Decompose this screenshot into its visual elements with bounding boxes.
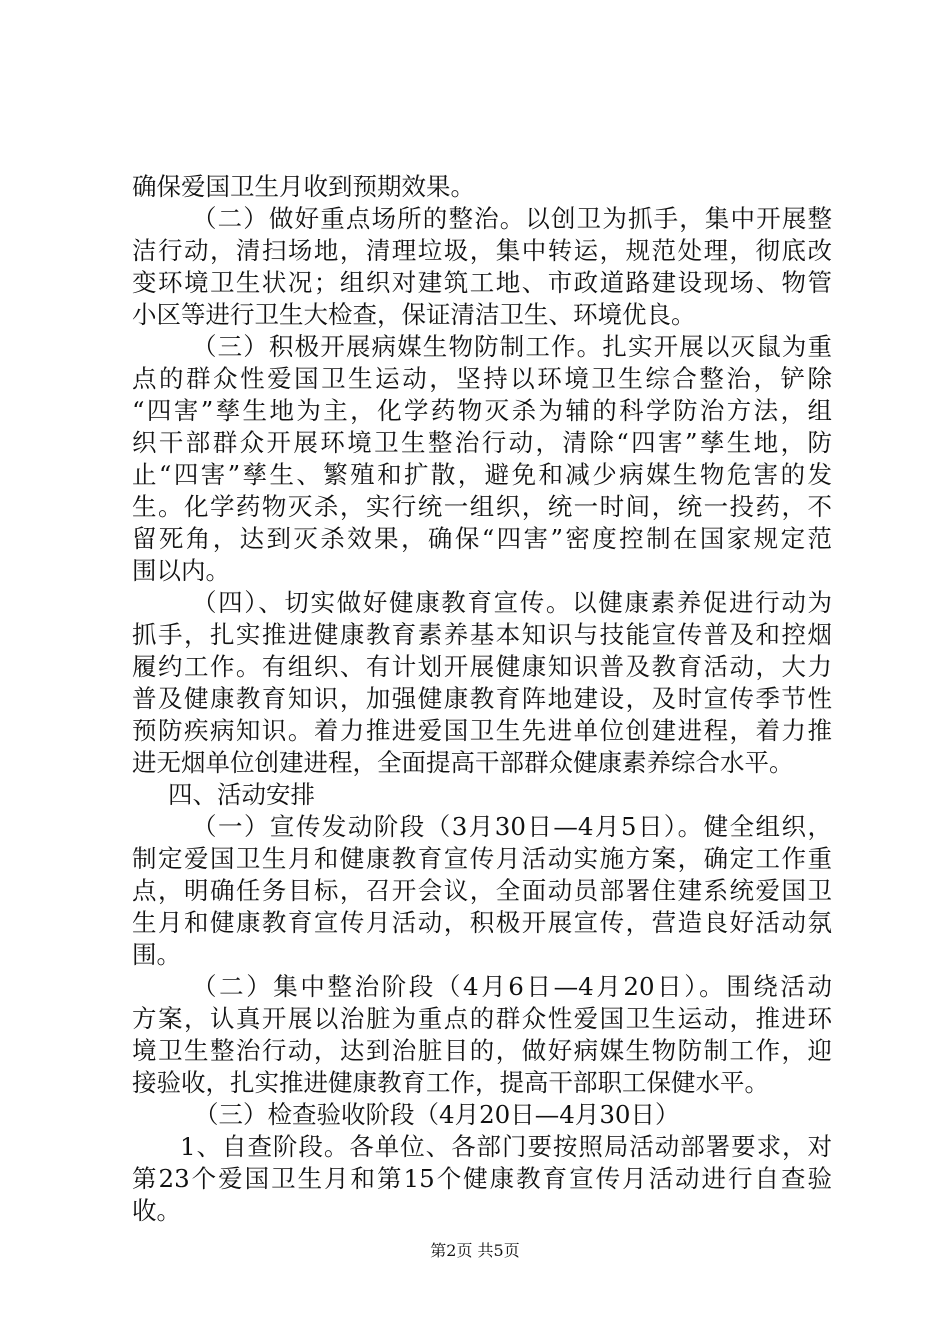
paragraph-heading: （三）积极开展病媒生物防制工作。扎实开展以灭鼠为重 [192,332,832,361]
paragraph-heading: （四）、切实做好健康教育宣传。以健康素养促进行动为 [192,588,832,617]
paragraph-heading: （二）集中整治阶段（4月6日—4月20日）。围绕活动 [192,972,832,1001]
text-line: 生。化学药物灭杀，实行统一组织，统一时间，统一投药，不 [132,492,832,521]
paragraph-heading: （三）检查验收阶段（4月20日—4月30日） [194,1100,680,1129]
text-line: 生月和健康教育宣传月活动，积极开展宣传，营造良好活动氛 [132,908,832,937]
text-line: 点的群众性爱国卫生运动，坚持以环境卫生综合整治，铲除 [132,364,832,393]
document-body [132,171,832,1227]
text-line: 织干部群众开展环境卫生整治行动，清除“四害”孳生地，防 [132,428,832,457]
paragraph-heading: （一）宣传发动阶段（3月30日—4月5日）。健全组织， [192,812,832,841]
text-line: 围以内。 [132,556,230,585]
text-line: 普及健康教育知识，加强健康教育阵地建设，及时宣传季节性 [132,684,832,713]
page-number-footer: 第2页 共5页 [430,1241,520,1260]
text-line: “四害”孳生地为主，化学药物灭杀为辅的科学防治方法，组 [132,396,832,425]
text-line: 收。 [132,1196,181,1225]
text-line: 洁行动，清扫场地，清理垃圾，集中转运，规范处理，彻底改 [132,236,832,265]
text-line: 履约工作。有组织、有计划开展健康知识普及教育活动，大力 [132,652,832,681]
paragraph-heading: （二）做好重点场所的整治。以创卫为抓手，集中开展整 [192,204,832,233]
text-line: 境卫生整治行动，达到治脏目的，做好病媒生物防制工作，迎 [132,1036,832,1065]
text-line: 小区等进行卫生大检查，保证清洁卫生、环境优良。 [132,300,696,329]
text-line: 变环境卫生状况；组织对建筑工地、市政道路建设现场、物管 [132,268,832,297]
text-line: 进无烟单位创建进程，全面提高干部群众健康素养综合水平。 [132,748,794,777]
text-line: 确保爱国卫生月收到预期效果。 [132,172,475,201]
text-line: 留死角，达到灭杀效果，确保“四害”密度控制在国家规定范 [132,524,832,553]
text-line: 预防疾病知识。着力推进爱国卫生先进单位创建进程，着力推 [132,716,832,745]
section-heading: 四、活动安排 [168,780,315,809]
text-line: 围。 [132,940,181,969]
text-line: 第23个爱国卫生月和第15个健康教育宣传月活动进行自查验 [132,1164,832,1193]
text-line: 止“四害”孳生、繁殖和扩散，避免和减少病媒生物危害的发 [132,460,832,489]
text-line: 制定爱国卫生月和健康教育宣传月活动实施方案，确定工作重 [132,844,832,873]
paragraph-heading: 1、自查阶段。各单位、各部门要按照局活动部署要求，对 [180,1132,832,1161]
text-line: 方案，认真开展以治脏为重点的群众性爱国卫生运动，推进环 [132,1004,832,1033]
text-line: 点，明确任务目标，召开会议，全面动员部署住建系统爱国卫 [132,876,832,905]
text-line: 接验收，扎实推进健康教育工作，提高干部职工保健水平。 [132,1068,769,1097]
text-line: 抓手，扎实推进健康教育素养基本知识与技能宣传普及和控烟 [132,620,832,649]
